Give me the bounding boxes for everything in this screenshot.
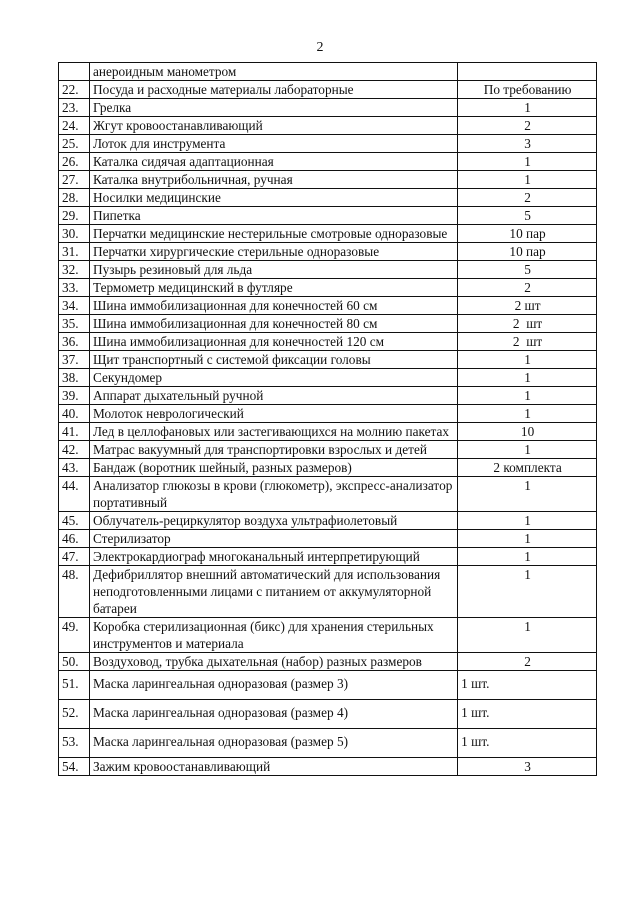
item-quantity: 10 пар	[458, 243, 597, 261]
item-name: Пузырь резиновый для льда	[89, 261, 457, 279]
item-quantity: 2 комплекта	[458, 459, 597, 477]
table-row	[59, 405, 597, 423]
item-quantity: 1 шт.	[458, 671, 597, 700]
item-quantity: 2 шт	[458, 333, 597, 351]
table-row	[59, 171, 597, 189]
item-name: Воздуховод, трубка дыхательная (набор) разных размеров	[89, 653, 457, 671]
row-number: 48.	[59, 566, 90, 618]
row-number	[59, 63, 90, 81]
item-quantity: 1	[458, 99, 597, 117]
item-name: Маска ларингеальная одноразовая (размер 3)	[89, 671, 457, 700]
table-row	[59, 261, 597, 279]
row-number: 53.	[59, 729, 90, 758]
row-number: 36.	[59, 333, 90, 351]
item-name: Щит транспортный с системой фиксации головы	[89, 351, 457, 369]
table-row	[59, 369, 597, 387]
table-row	[59, 225, 597, 243]
item-quantity: 10	[458, 423, 597, 441]
row-number: 40.	[59, 405, 90, 423]
table-row	[59, 153, 597, 171]
table-row	[59, 135, 597, 153]
table-row	[59, 459, 597, 477]
item-name: Лед в целлофановых или застегивающихся на молнию пакетах	[89, 423, 457, 441]
row-number: 35.	[59, 315, 90, 333]
row-number: 26.	[59, 153, 90, 171]
row-number: 52.	[59, 700, 90, 729]
row-number: 42.	[59, 441, 90, 459]
row-number: 33.	[59, 279, 90, 297]
item-name: Каталка сидячая адаптационная	[89, 153, 457, 171]
item-name: Зажим кровоостанавливающий	[89, 758, 457, 776]
item-name: Жгут кровоостанавливающий	[89, 117, 457, 135]
table-row	[59, 297, 597, 315]
item-quantity: 1	[458, 548, 597, 566]
item-name: анероидным манометром	[89, 63, 457, 81]
item-name: Носилки медицинские	[89, 189, 457, 207]
row-number: 46.	[59, 530, 90, 548]
item-name: Стерилизатор	[89, 530, 457, 548]
item-quantity: 1	[458, 618, 597, 653]
row-number: 43.	[59, 459, 90, 477]
table-row	[59, 243, 597, 261]
row-number: 38.	[59, 369, 90, 387]
table-row	[59, 700, 597, 729]
table-row	[59, 333, 597, 351]
table-row	[59, 758, 597, 776]
row-number: 47.	[59, 548, 90, 566]
item-quantity: 2 шт	[458, 297, 597, 315]
table-row	[59, 729, 597, 758]
item-name: Маска ларингеальная одноразовая (размер 4)	[89, 700, 457, 729]
table-row	[59, 566, 597, 618]
item-quantity: 1 шт.	[458, 729, 597, 758]
item-name: Каталка внутрибольничная, ручная	[89, 171, 457, 189]
item-name: Перчатки хирургические стерильные одноразовые	[89, 243, 457, 261]
table-row	[59, 618, 597, 653]
item-name: Термометр медицинский в футляре	[89, 279, 457, 297]
item-quantity: 3	[458, 758, 597, 776]
item-quantity: 1	[458, 171, 597, 189]
item-name: Шина иммобилизационная для конечностей 60 см	[89, 297, 457, 315]
row-number: 25.	[59, 135, 90, 153]
table-row	[59, 477, 597, 512]
row-number: 24.	[59, 117, 90, 135]
table-row	[59, 63, 597, 81]
item-quantity: 3	[458, 135, 597, 153]
item-quantity: 10 пар	[458, 225, 597, 243]
item-quantity: 1	[458, 351, 597, 369]
table-row	[59, 351, 597, 369]
item-name: Коробка стерилизационная (бикс) для хранения стерильных инструментов и материала	[89, 618, 457, 653]
row-number: 28.	[59, 189, 90, 207]
table-row	[59, 279, 597, 297]
item-name: Облучатель-рециркулятор воздуха ультрафиолетовый	[89, 512, 457, 530]
item-name: Пипетка	[89, 207, 457, 225]
item-quantity: 1 шт.	[458, 700, 597, 729]
item-quantity: 1	[458, 512, 597, 530]
item-quantity: По требованию	[458, 81, 597, 99]
item-quantity: 1	[458, 477, 597, 512]
row-number: 30.	[59, 225, 90, 243]
row-number: 23.	[59, 99, 90, 117]
table-row	[59, 423, 597, 441]
row-number: 54.	[59, 758, 90, 776]
item-quantity: 1	[458, 405, 597, 423]
item-quantity: 1	[458, 441, 597, 459]
table-row	[59, 671, 597, 700]
table-row	[59, 548, 597, 566]
table-row	[59, 81, 597, 99]
item-quantity: 2	[458, 189, 597, 207]
item-quantity: 2	[458, 117, 597, 135]
table-row	[59, 387, 597, 405]
item-name: Перчатки медицинские нестерильные смотровые одноразовые	[89, 225, 457, 243]
item-name: Грелка	[89, 99, 457, 117]
item-name: Маска ларингеальная одноразовая (размер 5)	[89, 729, 457, 758]
table-row	[59, 530, 597, 548]
item-name: Бандаж (воротник шейный, разных размеров)	[89, 459, 457, 477]
table-row	[59, 117, 597, 135]
table-row	[59, 99, 597, 117]
item-quantity	[458, 63, 597, 81]
item-name: Секундомер	[89, 369, 457, 387]
item-name: Посуда и расходные материалы лабораторные	[89, 81, 457, 99]
row-number: 50.	[59, 653, 90, 671]
item-quantity: 1	[458, 530, 597, 548]
item-name: Матрас вакуумный для транспортировки взрослых и детей	[89, 441, 457, 459]
item-name: Электрокардиограф многоканальный интерпретирующий	[89, 548, 457, 566]
item-quantity: 1	[458, 369, 597, 387]
item-name: Дефибриллятор внешний автоматический для использования неподготовленными лицами с питанием от аккумуляторной батареи	[89, 566, 457, 618]
row-number: 34.	[59, 297, 90, 315]
row-number: 31.	[59, 243, 90, 261]
item-quantity: 1	[458, 566, 597, 618]
equipment-table-body	[59, 63, 597, 776]
row-number: 51.	[59, 671, 90, 700]
row-number: 44.	[59, 477, 90, 512]
table-row	[59, 441, 597, 459]
table-row	[59, 315, 597, 333]
row-number: 29.	[59, 207, 90, 225]
table-row	[59, 189, 597, 207]
item-quantity: 2	[458, 279, 597, 297]
row-number: 22.	[59, 81, 90, 99]
row-number: 32.	[59, 261, 90, 279]
equipment-table	[58, 62, 597, 776]
item-quantity: 1	[458, 387, 597, 405]
item-name: Молоток неврологический	[89, 405, 457, 423]
table-row	[59, 653, 597, 671]
item-quantity: 2	[458, 653, 597, 671]
item-name: Анализатор глюкозы в крови (глюкометр), экспресс-анализатор портативный	[89, 477, 457, 512]
item-name: Шина иммобилизационная для конечностей 80 см	[89, 315, 457, 333]
table-row	[59, 512, 597, 530]
item-name: Шина иммобилизационная для конечностей 120 см	[89, 333, 457, 351]
item-name: Лоток для инструмента	[89, 135, 457, 153]
row-number: 41.	[59, 423, 90, 441]
item-quantity: 2 шт	[458, 315, 597, 333]
table-row	[59, 207, 597, 225]
row-number: 45.	[59, 512, 90, 530]
row-number: 27.	[59, 171, 90, 189]
item-quantity: 5	[458, 261, 597, 279]
item-quantity: 5	[458, 207, 597, 225]
row-number: 37.	[59, 351, 90, 369]
page-number: 2	[316, 40, 324, 55]
row-number: 39.	[59, 387, 90, 405]
row-number: 49.	[59, 618, 90, 653]
item-quantity: 1	[458, 153, 597, 171]
item-name: Аппарат дыхательный ручной	[89, 387, 457, 405]
